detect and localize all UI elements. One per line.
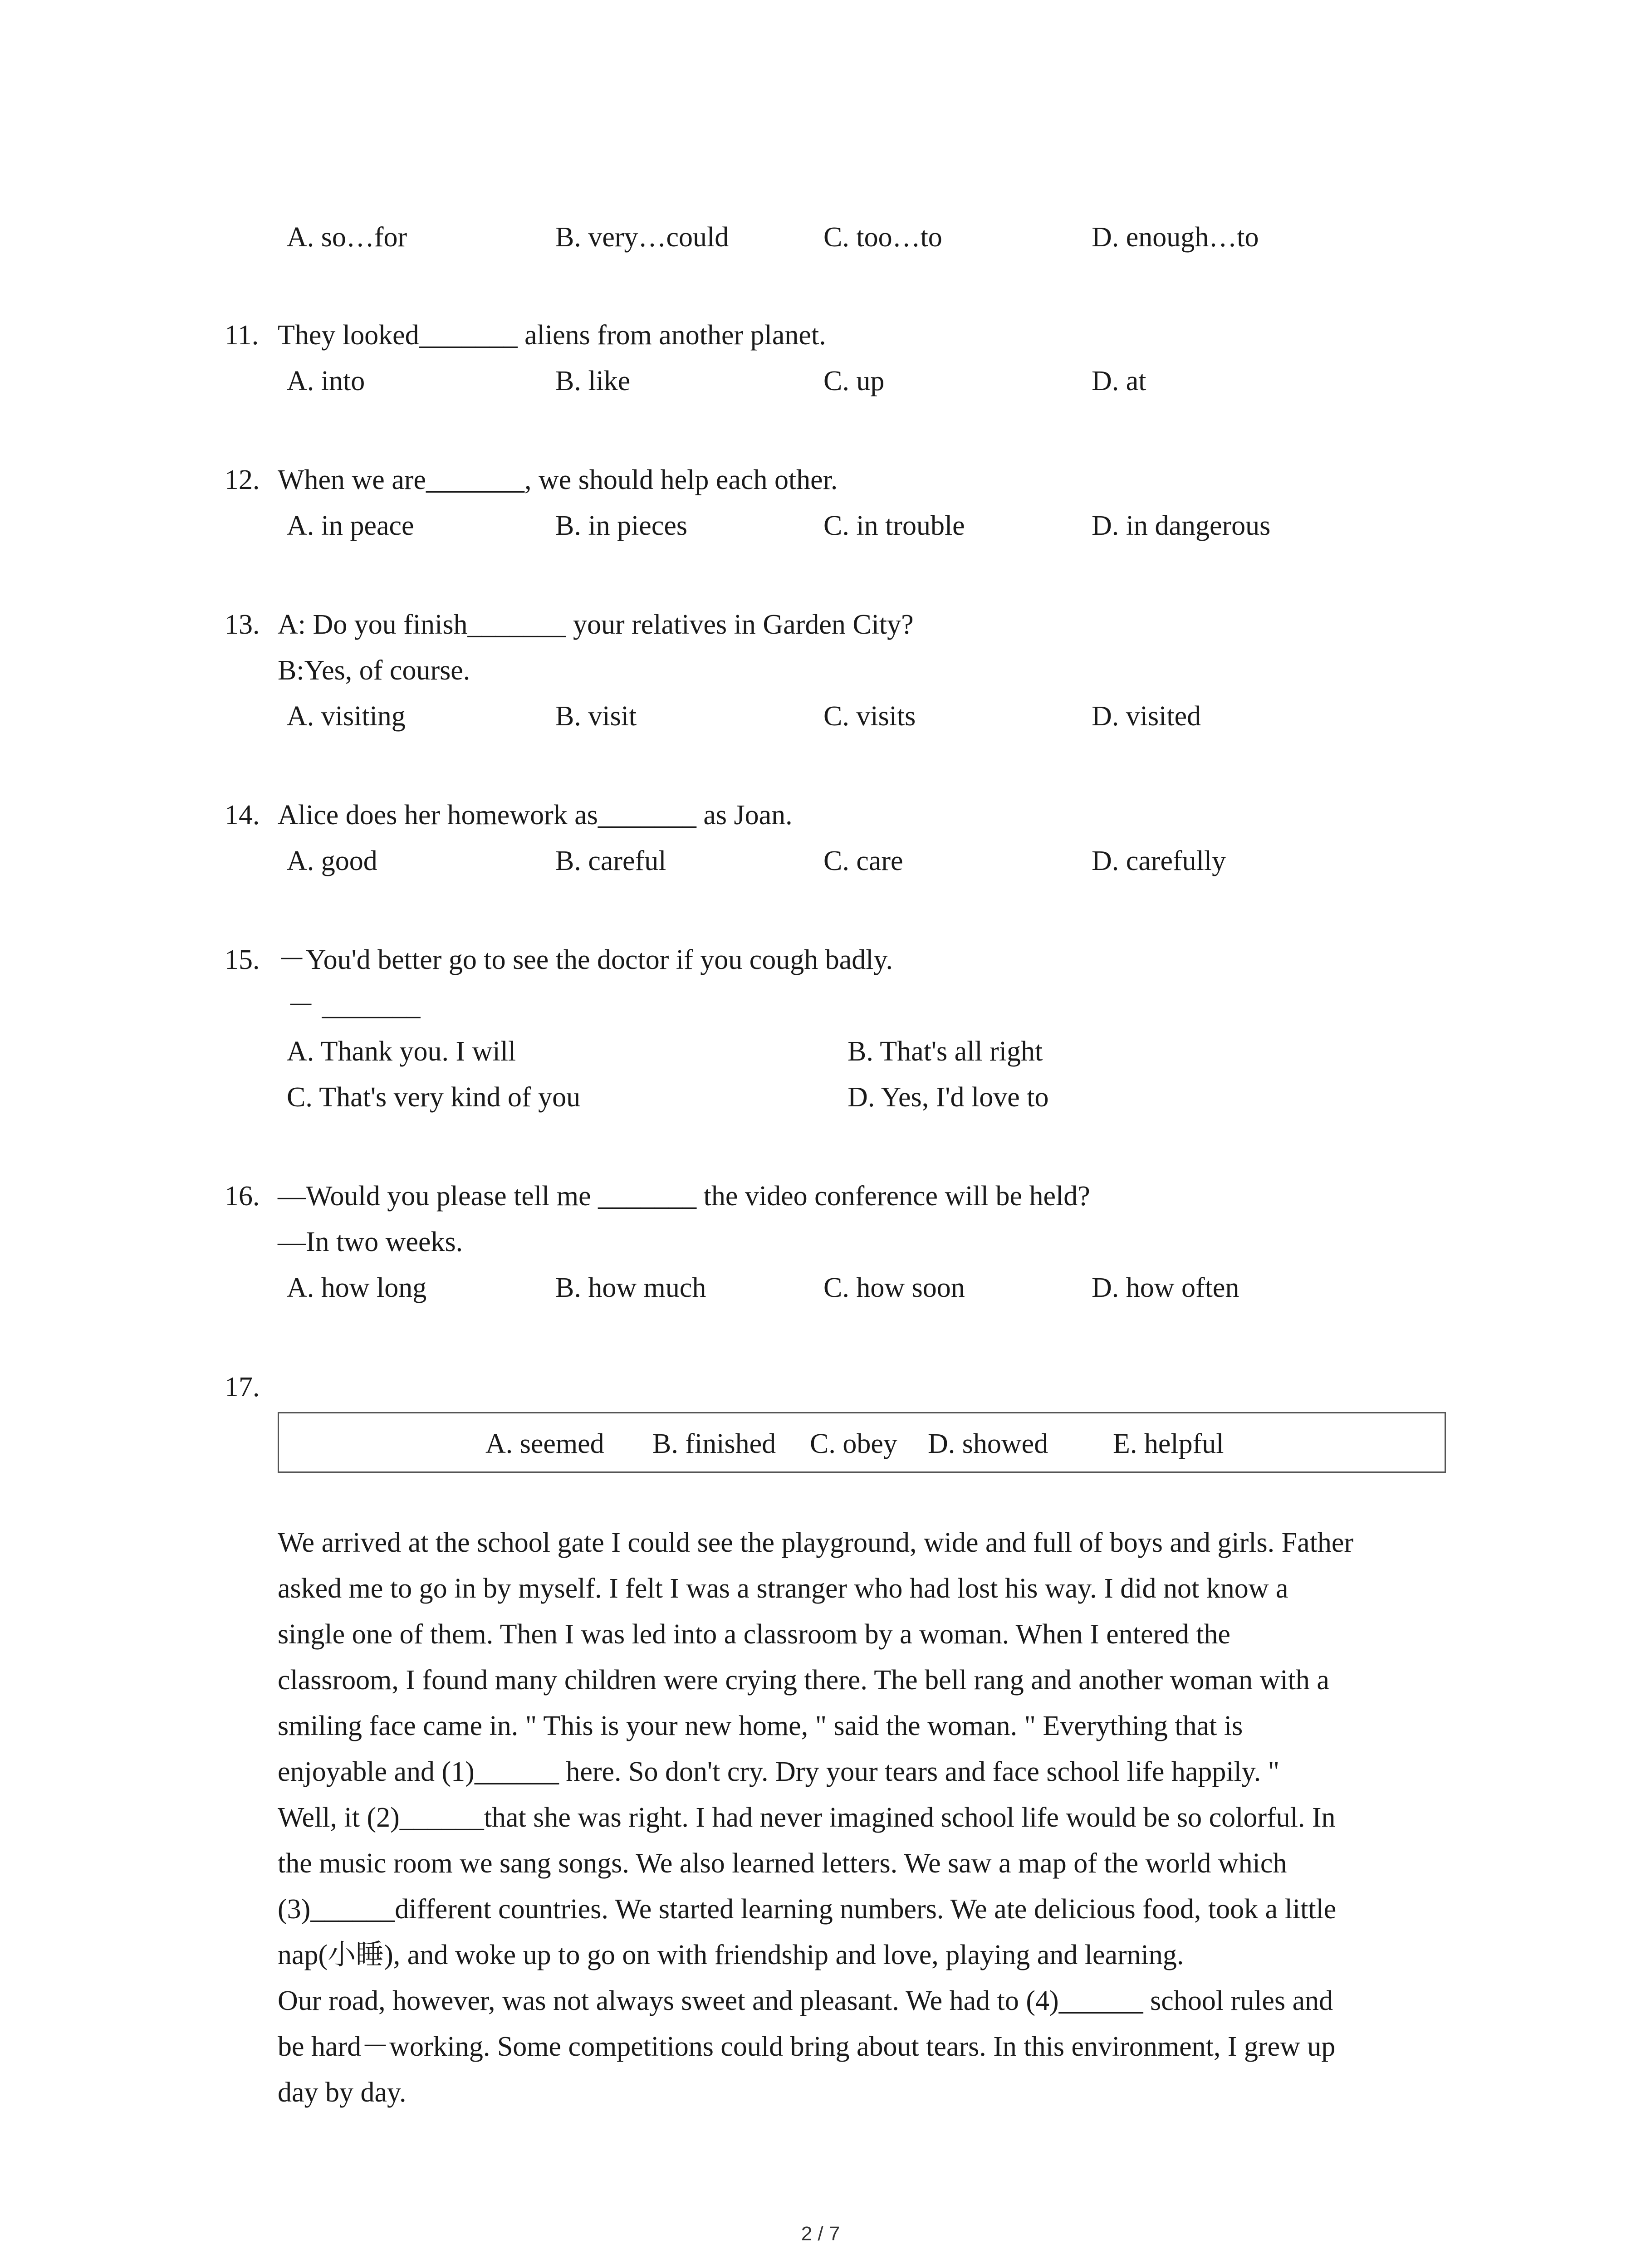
q12-stem: When we are_______, we should help each other. [278, 464, 838, 495]
q15-option-a: A. Thank you. I will [287, 1036, 516, 1067]
passage-line: Our road, however, was not always sweet and pleasant. We had to (4)______ school rules and [278, 1985, 1333, 2016]
passage-line: nap(小睡), and woke up to go on with friendship and love, playing and learning. [278, 1940, 1184, 1970]
word-bank-item: D. showed [928, 1428, 1048, 1459]
q11-option-b: B. like [555, 366, 631, 396]
q15-stem: －You'd better go to see the doctor if you cough badly. [278, 944, 893, 975]
q14-option-c: C. care [823, 846, 903, 876]
passage-line: enjoyable and (1)______ here. So don't cry. Dry your tears and face school life happily. " [278, 1756, 1280, 1787]
q14-option-a: A. good [287, 846, 377, 876]
q13-option-d: D. visited [1092, 701, 1201, 732]
q10-option-c: C. too…to [823, 222, 942, 253]
q13-option-b: B. visit [555, 701, 637, 732]
q12-option-c: C. in trouble [823, 510, 965, 541]
q14-number: 14. [225, 800, 260, 831]
word-bank-box [278, 1412, 1446, 1473]
passage-line: Well, it (2)______that she was right. I had never imagined school life would be so colorful. In [278, 1802, 1336, 1833]
q12-option-b: B. in pieces [555, 510, 687, 541]
passage-line: asked me to go in by myself. I felt I was a stranger who had lost his way. I did not know a [278, 1573, 1288, 1604]
q15-option-b: B. That's all right [847, 1036, 1043, 1067]
q13-number: 13. [225, 609, 260, 640]
q11-number: 11. [225, 320, 259, 351]
q10-option-a: A. so…for [287, 222, 407, 253]
q11-stem: They looked_______ aliens from another planet. [278, 320, 826, 351]
q13-option-c: C. visits [823, 701, 916, 732]
q14-option-b: B. careful [555, 846, 666, 876]
page-number: 2 / 7 [801, 2223, 840, 2245]
q16-option-b: B. how much [555, 1272, 706, 1303]
q14-stem: Alice does her homework as_______ as Joan. [278, 800, 793, 831]
q16-option-a: A. how long [287, 1272, 427, 1303]
q14-option-d: D. carefully [1092, 846, 1226, 876]
passage-line: be hard－working. Some competitions could bring about tears. In this environment, I grew up [278, 2031, 1336, 2062]
q12-option-a: A. in peace [287, 510, 414, 541]
passage-line: (3)______different countries. We started learning numbers. We ate delicious food, took a little [278, 1894, 1337, 1925]
word-bank-item: C. obey [810, 1428, 897, 1459]
q13-stem: A: Do you finish_______ your relatives in Garden City? [278, 609, 914, 640]
word-bank-item: A. seemed [485, 1428, 604, 1459]
word-bank-item: E. helpful [1113, 1428, 1224, 1459]
word-bank-item: B. finished [652, 1428, 776, 1459]
q11-option-d: D. at [1092, 366, 1146, 396]
q11-option-a: A. into [287, 366, 365, 396]
passage-line: We arrived at the school gate I could see the playground, wide and full of boys and girls. Father [278, 1527, 1353, 1558]
q16-reply: —In two weeks. [278, 1227, 463, 1257]
q16-number: 16. [225, 1181, 260, 1212]
passage-line: classroom, I found many children were crying there. The bell rang and another woman with a [278, 1665, 1329, 1696]
passage-line: day by day. [278, 2077, 407, 2108]
q13-reply: B:Yes, of course. [278, 655, 470, 686]
q16-option-d: D. how often [1092, 1272, 1239, 1303]
q16-option-c: C. how soon [823, 1272, 965, 1303]
q16-stem: —Would you please tell me _______ the video conference will be held? [278, 1181, 1090, 1212]
q13-option-a: A. visiting [287, 701, 406, 732]
q11-option-c: C. up [823, 366, 885, 396]
q15-option-d: D. Yes, I'd love to [847, 1082, 1049, 1113]
passage-line: the music room we sang songs. We also learned letters. We saw a map of the world which [278, 1848, 1287, 1879]
passage-line: single one of them. Then I was led into a classroom by a woman. When I entered the [278, 1619, 1230, 1650]
passage-line: smiling face came in. " This is your new home, " said the woman. " Everything that is [278, 1711, 1243, 1741]
q10-option-d: D. enough…to [1092, 222, 1259, 253]
q17-number: 17. [225, 1372, 260, 1403]
q12-number: 12. [225, 464, 260, 495]
q15-number: 15. [225, 944, 260, 975]
q15-reply: － _______ [287, 990, 421, 1021]
q10-option-b: B. very…could [555, 222, 729, 253]
q15-option-c: C. That's very kind of you [287, 1082, 581, 1113]
q12-option-d: D. in dangerous [1092, 510, 1271, 541]
